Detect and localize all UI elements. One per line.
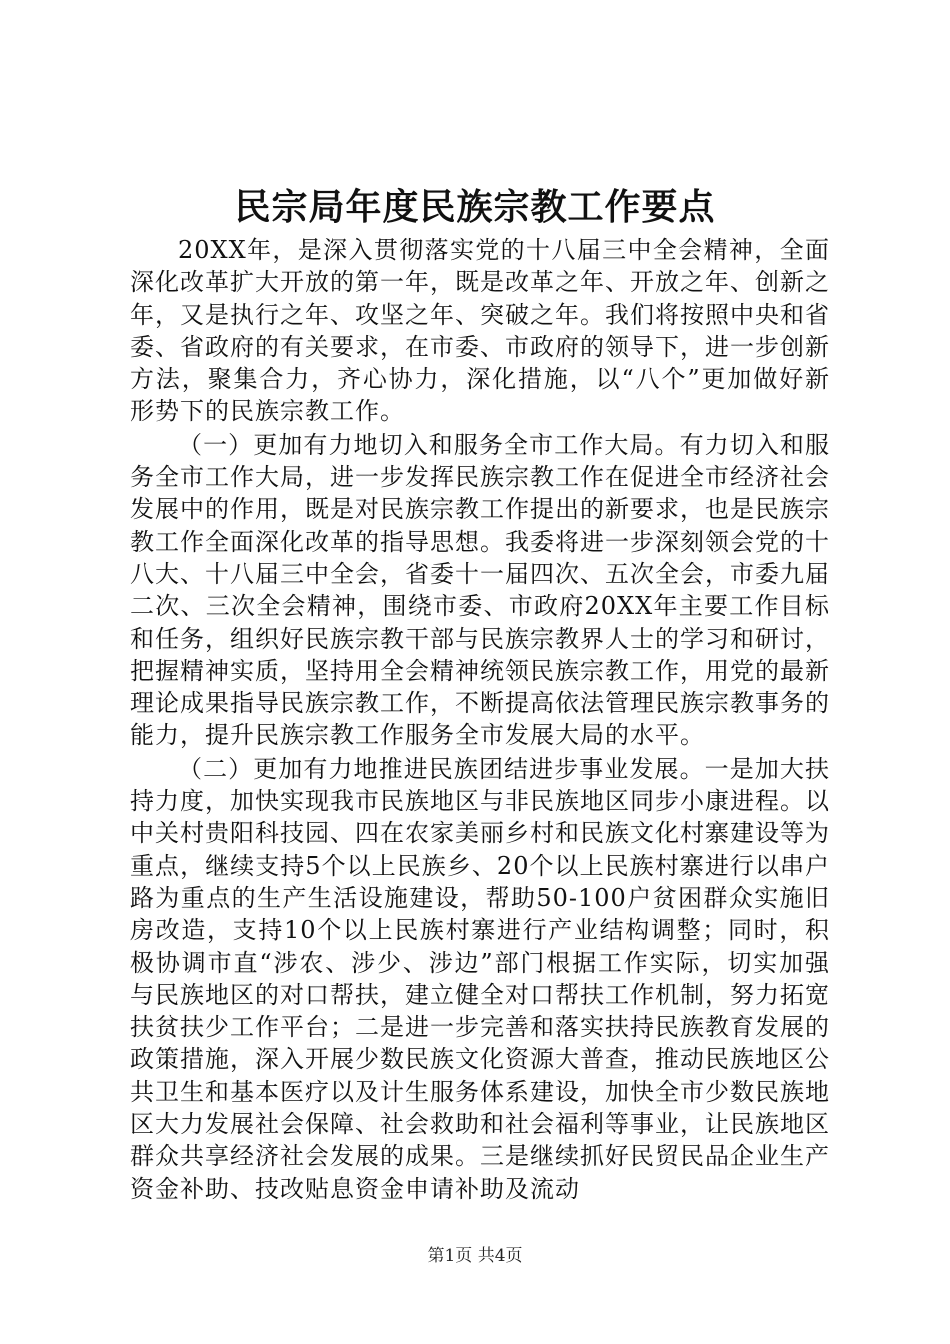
paragraph-section-1: （一）更加有力地切入和服务全市工作大局。有力切入和服务全市工作大局，进一步发挥民族宗教工作在促进全市经济社会发展中的作用，既是对民族宗教工作提出的新要求，也是民族宗教工作全面深化改革的指导思想。我委将进一步深刻领会党的十八大、十八届三中全会，省委十一届四次、五次全会，市委九届二次、三次全会精神，围绕市委、市政府20XX年主要工作目标和任务，组织好民族宗教干部与民族宗教界人士的学习和研讨，把握精神实质，坚持用全会精神统领民族宗教工作，用党的最新理论成果指导民族宗教工作，不断提高依法管理民族宗教事务的能力，提升民族宗教工作服务全市发展大局的水平。 (130, 430, 830, 750)
page-number-footer: 第1页 共4页 (427, 1246, 523, 1266)
paragraph-section-2: （二）更加有力地推进民族团结进步事业发展。一是加大扶持力度，加快实现我市民族地区与非民族地区同步小康进程。以中关村贵阳科技园、四在农家美丽乡村和民族文化村寨建设等为重点，继续支持5个以上民族乡、20个以上民族村寨进行以串户路为重点的生产生活设施建设，帮助50-100户贫困群众实施旧房改造，支持10个以上民族村寨进行产业结构调整；同时，积极协调市直“涉农、涉少、涉边”部门根据工作实际，切实加强与民族地区的对口帮扶，建立健全对口帮扶工作机制，努力拓宽扶贫扶少工作平台；二是进一步完善和落实扶持民族教育发展的政策措施，深入开展少数民族文化资源大普查，推动民族地区公共卫生和基本医疗以及计生服务体系建设，加快全市少数民族地区大力发展社会保障、社会救助和社会福利等事业，让民族地区群众共享经济社会发展的成果。三是继续抓好民贸民品企业生产资金补助、技改贴息资金申请补助及流动 (130, 754, 830, 1203)
document-body (130, 234, 830, 1205)
document-title: 民宗局年度民族宗教工作要点 (234, 186, 716, 228)
paragraph-intro: 20XX年，是深入贯彻落实党的十八届三中全会精神，全面深化改革扩大开放的第一年，既是改革之年、开放之年、创新之年，又是执行之年、攻坚之年、突破之年。我们将按照中央和省委、省政府的有关要求，在市委、市政府的领导下，进一步创新方法，聚集合力，齐心协力，深化措施，以“八个”更加做好新形势下的民族宗教工作。 (130, 236, 830, 426)
